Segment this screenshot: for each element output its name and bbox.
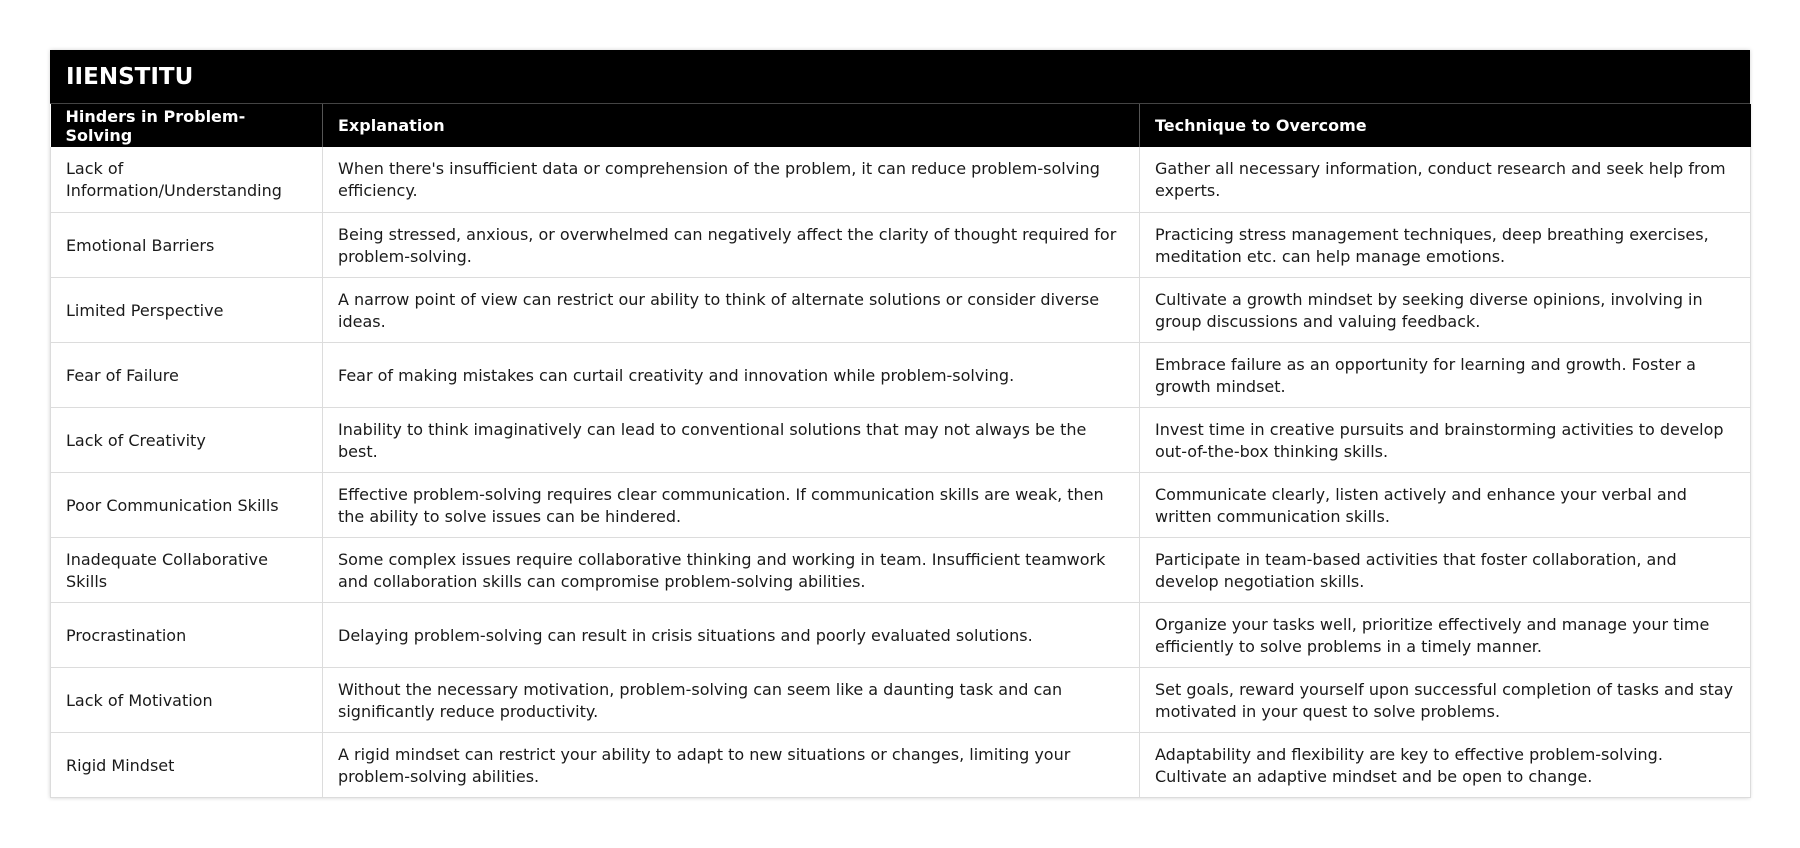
cell-technique: Gather all necessary information, conduct research and seek help from experts. bbox=[1140, 147, 1751, 212]
problem-solving-table bbox=[50, 104, 1751, 798]
cell-explanation: Without the necessary motivation, problem-solving can seem like a daunting task and can significantly reduce productivity. bbox=[323, 667, 1140, 732]
cell-technique: Set goals, reward yourself upon successful completion of tasks and stay motivated in your quest to solve problems. bbox=[1140, 667, 1751, 732]
cell-explanation: Delaying problem-solving can result in crisis situations and poorly evaluated solutions. bbox=[323, 602, 1140, 667]
cell-explanation: A narrow point of view can restrict our ability to think of alternate solutions or consider diverse ideas. bbox=[323, 277, 1140, 342]
table-row bbox=[51, 147, 1751, 212]
table-row bbox=[51, 407, 1751, 472]
cell-technique: Invest time in creative pursuits and brainstorming activities to develop out-of-the-box thinking skills. bbox=[1140, 407, 1751, 472]
cell-technique: Embrace failure as an opportunity for learning and growth. Foster a growth mindset. bbox=[1140, 342, 1751, 407]
table-row bbox=[51, 342, 1751, 407]
cell-explanation: Effective problem-solving requires clear communication. If communication skills are weak, then the ability to solve issues can be hindered. bbox=[323, 472, 1140, 537]
cell-technique: Cultivate a growth mindset by seeking diverse opinions, involving in group discussions and valuing feedback. bbox=[1140, 277, 1751, 342]
table-row bbox=[51, 667, 1751, 732]
cell-technique: Practicing stress management techniques, deep breathing exercises, meditation etc. can help manage emotions. bbox=[1140, 212, 1751, 277]
brand-title: IIENSTITU bbox=[50, 50, 1750, 104]
cell-hinder: Poor Communication Skills bbox=[51, 472, 323, 537]
cell-hinder: Inadequate Collaborative Skills bbox=[51, 537, 323, 602]
cell-hinder: Rigid Mindset bbox=[51, 732, 323, 797]
cell-explanation: Being stressed, anxious, or overwhelmed can negatively affect the clarity of thought required for problem-solving. bbox=[323, 212, 1140, 277]
table-header-row bbox=[51, 104, 1751, 147]
cell-explanation: A rigid mindset can restrict your ability to adapt to new situations or changes, limiting your problem-solving abilities. bbox=[323, 732, 1140, 797]
cell-technique: Communicate clearly, listen actively and enhance your verbal and written communication skills. bbox=[1140, 472, 1751, 537]
table-row bbox=[51, 537, 1751, 602]
column-header-explanation: Explanation bbox=[323, 104, 1140, 147]
cell-technique: Participate in team-based activities that foster collaboration, and develop negotiation skills. bbox=[1140, 537, 1751, 602]
cell-explanation: When there's insufficient data or comprehension of the problem, it can reduce problem-solving efficiency. bbox=[323, 147, 1140, 212]
cell-technique: Adaptability and flexibility are key to effective problem-solving. Cultivate an adaptive mindset and be open to change. bbox=[1140, 732, 1751, 797]
table-row bbox=[51, 472, 1751, 537]
table-row bbox=[51, 602, 1751, 667]
cell-hinder: Lack of Motivation bbox=[51, 667, 323, 732]
cell-explanation: Some complex issues require collaborative thinking and working in team. Insufficient teamwork and collaboration skills can compromise problem-solving abilities. bbox=[323, 537, 1140, 602]
table-row bbox=[51, 732, 1751, 797]
table-container bbox=[50, 50, 1750, 798]
cell-technique: Organize your tasks well, prioritize effectively and manage your time efficiently to solve problems in a timely manner. bbox=[1140, 602, 1751, 667]
column-header-hinders: Hinders in Problem-Solving bbox=[51, 104, 323, 147]
cell-explanation: Inability to think imaginatively can lead to conventional solutions that may not always be the best. bbox=[323, 407, 1140, 472]
cell-hinder: Lack of Information/Understanding bbox=[51, 147, 323, 212]
cell-explanation: Fear of making mistakes can curtail creativity and innovation while problem-solving. bbox=[323, 342, 1140, 407]
cell-hinder: Lack of Creativity bbox=[51, 407, 323, 472]
table-row bbox=[51, 212, 1751, 277]
cell-hinder: Limited Perspective bbox=[51, 277, 323, 342]
table-row bbox=[51, 277, 1751, 342]
column-header-technique: Technique to Overcome bbox=[1140, 104, 1751, 147]
cell-hinder: Procrastination bbox=[51, 602, 323, 667]
cell-hinder: Fear of Failure bbox=[51, 342, 323, 407]
cell-hinder: Emotional Barriers bbox=[51, 212, 323, 277]
